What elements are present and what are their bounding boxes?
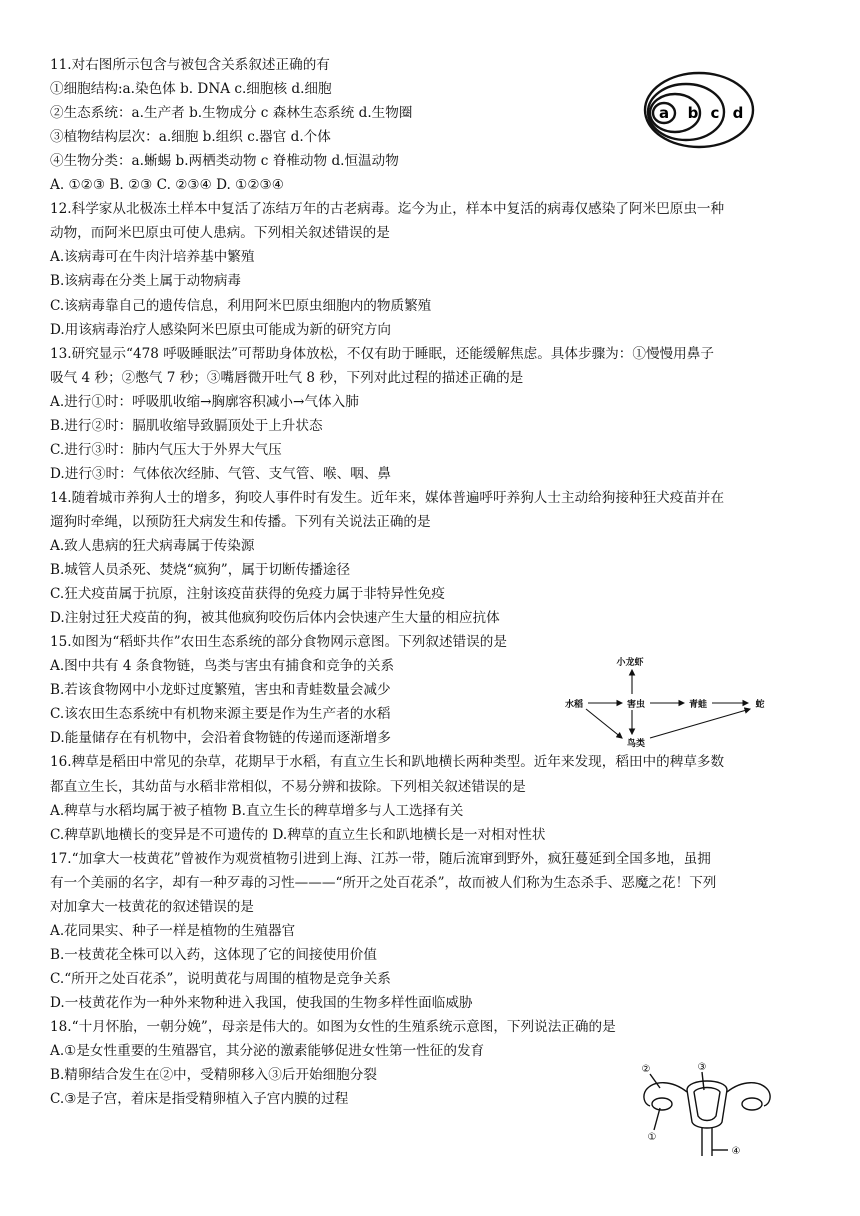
text-line: D.注射过狂犬疫苗的狗，被其他疯狗咬伤后体内会快速产生大量的相应抗体 [50,610,500,626]
text-line: ①细胞结构:a.染色体 b. DNA c.细胞核 d.细胞 [50,81,332,97]
text-line: ②生态系统：a.生产者 b.生物成分 c 森林生态系统 d.生物圈 [50,105,413,121]
text-line: B.精卵结合发生在②中，受精卵移入③后开始细胞分裂 [50,1067,377,1083]
left-ovary [652,1098,672,1110]
text-line: ④生物分类：a.蜥蜴 b.两栖类动物 c 脊椎动物 d.恒温动物 [50,153,399,169]
text-line: B.该病毒在分类上属于动物病毒 [50,273,242,289]
text-line: 有一个美丽的名字，却有一种歹毒的习性———“所开之处百花杀”，故而被人们称为生态杀手、恶魔之花！下列 [50,875,717,891]
text-line: 12.科学家从北极冻土样本中复活了冻结万年的古老病毒。迄今为止，样本中复活的病毒仅感染了阿米巴原虫一种 [50,201,725,217]
node-frog: 青蛙 [688,700,708,710]
text-line: 17.“加拿大一枝黄花”曾被作为观赏植物引进到上海、江苏一带，随后流窜到野外，疯狂蔓延到全国多地，虽拥 [50,851,711,867]
marker-4: ④ [731,1146,741,1157]
pointer-1 [654,1108,660,1130]
text-line: 吸气 4 秒；②憋气 7 秒；③嘴唇微开吐气 8 秒，下列对此过程的描述正确的是 [50,370,524,386]
text-line: D.用该病毒治疗人感染阿米巴原虫可能成为新的研究方向 [50,322,391,338]
text-line: ③植物结构层次：a.细胞 b.组织 c.器官 d.个体 [50,129,331,145]
node-rice: 水稻 [564,700,584,710]
text-line: C.稗草趴地横长的变异是不可遗传的 D.稗草的直立生长和趴地横长是一对相对性状 [50,827,546,843]
text-line: C.③是子宫，着床是指受精卵植入子宫内膜的过程 [50,1091,349,1107]
text-line: 都直立生长，其幼苗与水稻非常相似，不易分辨和拔除。下列相关叙述错误的是 [50,779,526,795]
text-line: B.若该食物网中小龙虾过度繁殖，害虫和青蛙数量会减少 [50,682,391,698]
text-line: 16.稗草是稻田中常见的杂草，花期早于水稻，有直立生长和趴地横长两种类型。近年来发现，稻田中的稗草多数 [50,754,725,770]
right-ovary [742,1098,762,1110]
text-line: A. ①②③ B. ②③ C. ②③④ D. ①②③④ [50,177,284,193]
node-crayfish: 小龙虾 [616,658,644,668]
text-line: D.进行③时：气体依次经肺、气管、支气管、喉、咽、鼻 [50,466,391,482]
text-line: A.进行①时：呼吸肌收缩→胸廓容积减小→气体入肺 [50,394,359,410]
text-line: 对加拿大一枝黄花的叙述错误的是 [50,899,254,915]
text-line: C.该病毒靠自己的遗传信息，利用阿米巴原虫细胞内的物质繁殖 [50,298,432,314]
reproductive-system-figure [632,1060,782,1164]
text-line: 11.对右图所示包含与被包含关系叙述正确的有 [50,57,330,73]
marker-3: ③ [697,1062,707,1073]
label-b: b [687,104,699,122]
node-bird: 鸟类 [626,739,646,749]
text-line: A.该病毒可在牛肉汁培养基中繁殖 [50,249,255,265]
food-web-figure [560,652,780,752]
node-pest: 害虫 [626,700,646,710]
text-line: 遛狗时牵绳，以预防狂犬病发生和传播。下列有关说法正确的是 [50,514,431,530]
arrow-bird-snake [650,709,750,738]
marker-1: ① [647,1132,657,1143]
label-a: a [658,104,670,122]
text-line: C.进行③时：肺内气压大于外界大气压 [50,442,282,458]
text-line: 13.研究显示“478 呼吸睡眠法”可帮助身体放松，不仅有助于睡眠，还能缓解焦虑。具体步骤为：①慢慢用鼻子 [50,346,714,362]
nested-circles-figure [642,70,758,150]
text-line: 18.“十月怀胎，一朝分娩”，母亲是伟大的。如图为女性的生殖系统示意图，下列说法正确的是 [50,1019,616,1035]
text-line: A.致人患病的狂犬病毒属于传染源 [50,538,255,554]
label-d: d [732,104,744,122]
text-line: D.能量储存在有机物中，会沿着食物链的传递而逐渐增多 [50,730,391,746]
text-line: A.①是女性重要的生殖器官，其分泌的激素能够促进女性第一性征的发育 [50,1043,485,1059]
text-line: A.花同果实、种子一样是植物的生殖器官 [50,923,296,939]
text-line: B.一枝黄花全株可以入药，这体现了它的间接使用价值 [50,947,377,963]
text-line: B.城管人员杀死、焚烧“疯狗”，属于切断传播途径 [50,562,351,578]
text-line: 14.随着城市养狗人士的增多，狗咬人事件时有发生。近年来，媒体普遍呼吁养狗人士主动给狗接种狂犬疫苗并在 [50,490,725,506]
label-c: c [710,104,720,122]
arrow-rice-bird [586,709,622,738]
text-line: C.狂犬疫苗属于抗原，注射该疫苗获得的免疫力属于非特异性免疫 [50,586,445,602]
text-line: 动物，而阿米巴原虫可使人患病。下列相关叙述错误的是 [50,225,390,241]
text-line: C.“所开之处百花杀”，说明黄花与周围的植物是竞争关系 [50,971,391,987]
text-line: A.稗草与水稻均属于被子植物 B.直立生长的稗草增多与人工选择有关 [50,803,464,819]
node-snake: 蛇 [755,700,765,710]
text-line: 15.如图为“稻虾共作”农田生态系统的部分食物网示意图。下列叙述错误的是 [50,634,507,650]
marker-2: ② [641,1064,651,1075]
vagina-shape [702,1128,712,1156]
text-line: B.进行②时：膈肌收缩导致膈顶处于上升状态 [50,418,323,434]
text-line: A.图中共有 4 条食物链，鸟类与害虫有捕食和竞争的关系 [50,658,395,674]
text-line: C.该农田生态系统中有机物来源主要是作为生产者的水稻 [50,706,391,722]
text-line: D.一枝黄花作为一种外来物种进入我国，使我国的生物多样性面临威胁 [50,995,473,1011]
